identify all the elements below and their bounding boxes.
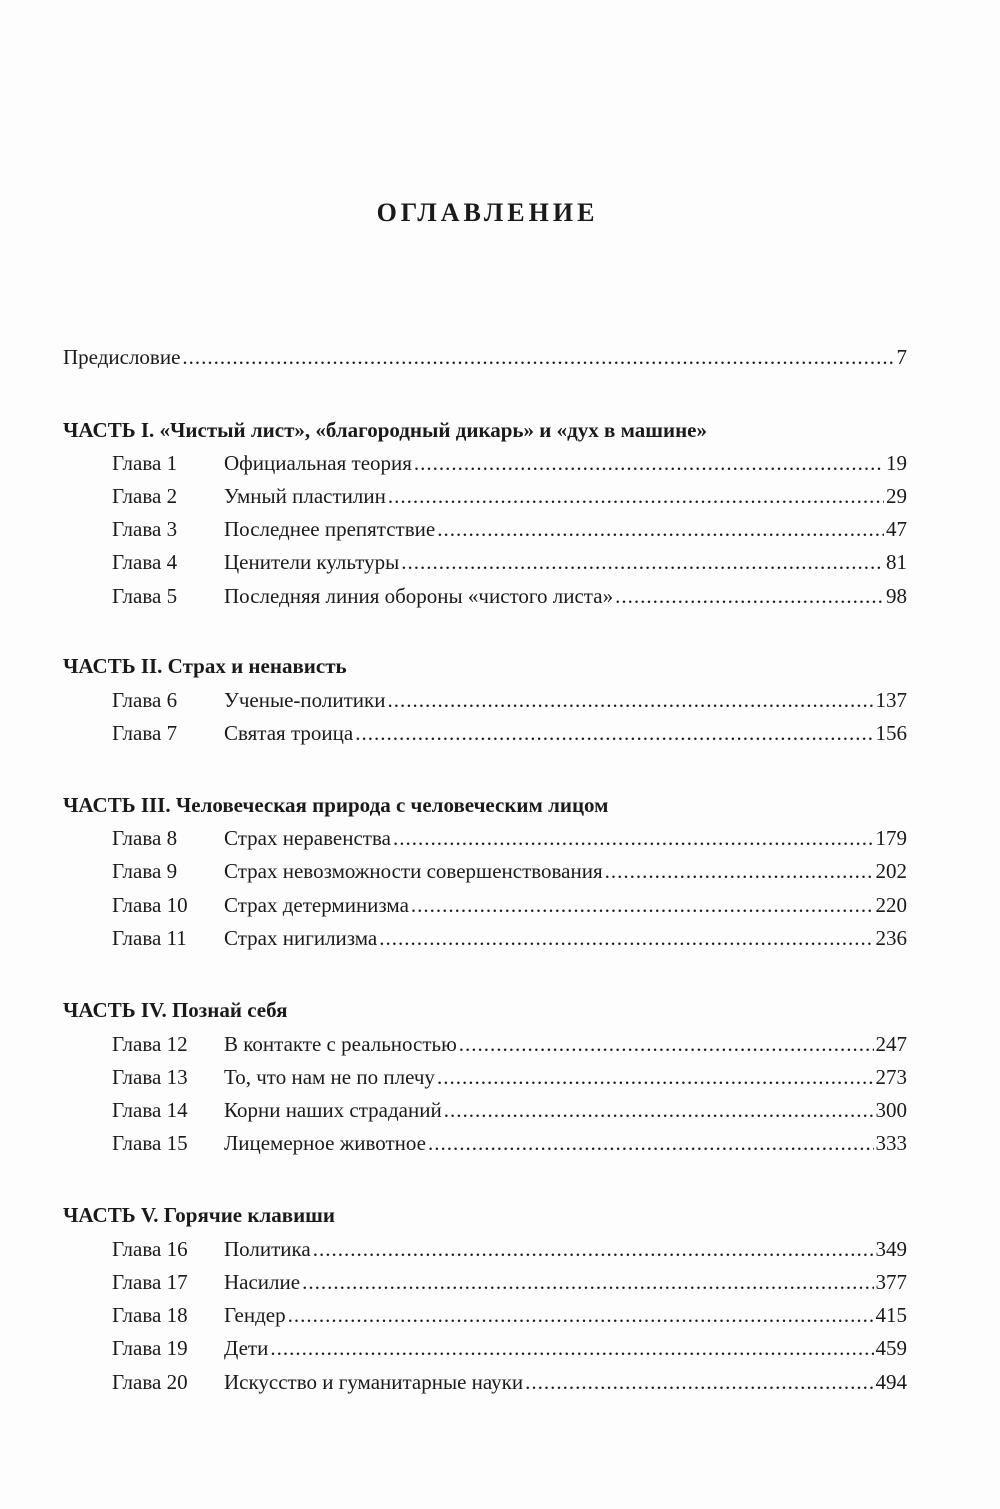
- page-number: 98: [886, 584, 907, 608]
- chapter-label: Глава 6: [112, 688, 178, 712]
- entry-title: Последняя линия обороны «чистого листа»: [224, 584, 614, 608]
- chapter-label: Глава 3: [112, 517, 178, 541]
- chapter-label: Глава 13: [112, 1065, 188, 1089]
- dot-leader: [525, 1367, 873, 1397]
- page-number: 273: [875, 1065, 907, 1089]
- toc-entry-chapter-5[interactable]: [112, 581, 907, 611]
- dot-leader: [437, 1062, 874, 1092]
- entry-title: Корни наших страданий: [224, 1098, 442, 1122]
- chapter-label: Глава 18: [112, 1303, 188, 1327]
- toc-entry-preface[interactable]: [63, 342, 907, 372]
- toc-entry-chapter-12[interactable]: [112, 1029, 907, 1059]
- page-number: 333: [875, 1131, 907, 1155]
- dot-leader: [615, 581, 884, 611]
- toc-entry-chapter-2[interactable]: [112, 481, 907, 511]
- entry-title: Предисловие: [63, 345, 181, 369]
- toc-entry-chapter-14[interactable]: [112, 1095, 907, 1125]
- chapter-label: Глава 2: [112, 484, 178, 508]
- page-number: 415: [875, 1303, 907, 1327]
- page-number: 156: [875, 721, 907, 745]
- entry-title: Последнее препятствие: [224, 517, 436, 541]
- chapter-label: Глава 4: [112, 550, 178, 574]
- chapter-label: Глава 16: [112, 1237, 188, 1261]
- entry-title: Политика: [224, 1237, 311, 1261]
- entry-title: Официальная теория: [224, 451, 412, 475]
- entry-title: Ценители культуры: [224, 550, 400, 574]
- entry-title: Дети: [224, 1336, 269, 1360]
- chapter-label: Глава 10: [112, 893, 188, 917]
- page-title: ОГЛАВЛЕНИЕ: [376, 198, 599, 227]
- page-number: 47: [886, 517, 907, 541]
- toc-entry-chapter-10[interactable]: [112, 890, 907, 920]
- dot-leader: [411, 890, 874, 920]
- dot-leader: [437, 514, 884, 544]
- chapter-label: Глава 9: [112, 859, 178, 883]
- entry-title: Насилие: [224, 1270, 301, 1294]
- entry-title: Страх детерминизма: [224, 893, 409, 917]
- page-number: 137: [875, 688, 907, 712]
- chapter-label: Глава 7: [112, 721, 178, 745]
- entry-title: Страх нигилизма: [224, 926, 378, 950]
- toc-entry-chapter-13[interactable]: [112, 1062, 907, 1092]
- toc-entry-chapter-16[interactable]: [112, 1234, 907, 1264]
- dot-leader: [355, 718, 873, 748]
- page-number: 300: [875, 1098, 907, 1122]
- page-number: 377: [875, 1270, 907, 1294]
- entry-title: Гендер: [224, 1303, 286, 1327]
- toc-entry-chapter-11[interactable]: [112, 923, 907, 953]
- chapter-label: Глава 1: [112, 451, 178, 475]
- toc-entry-chapter-9[interactable]: [112, 856, 907, 886]
- dot-leader: [428, 1128, 874, 1158]
- part-heading-5: ЧАСТЬ V. Горячие клавиши: [63, 1203, 336, 1227]
- page-number: 7: [896, 345, 907, 369]
- toc-entry-chapter-19[interactable]: [112, 1333, 907, 1363]
- chapter-label: Глава 12: [112, 1032, 188, 1056]
- page-number: 202: [875, 859, 907, 883]
- entry-title: Святая троица: [224, 721, 354, 745]
- dot-leader: [379, 923, 873, 953]
- dot-leader: [313, 1234, 874, 1264]
- chapter-label: Глава 11: [112, 926, 187, 950]
- entry-title: Страх неравенства: [224, 826, 391, 850]
- chapter-label: Глава 20: [112, 1370, 188, 1394]
- dot-leader: [288, 1300, 874, 1330]
- dot-leader: [459, 1029, 874, 1059]
- toc-entry-chapter-15[interactable]: [112, 1128, 907, 1158]
- dot-leader: [414, 448, 884, 478]
- entry-title: В контакте с реальностью: [224, 1032, 457, 1056]
- dot-leader: [393, 823, 874, 853]
- page-number: 459: [875, 1336, 907, 1360]
- toc-entry-chapter-17[interactable]: [112, 1267, 907, 1297]
- part-heading-2: ЧАСТЬ II. Страх и ненависть: [63, 654, 347, 678]
- page-number: 19: [886, 451, 907, 475]
- page-number: 247: [875, 1032, 907, 1056]
- chapter-label: Глава 17: [112, 1270, 188, 1294]
- dot-leader: [605, 856, 874, 886]
- page-number: 81: [886, 550, 907, 574]
- dot-leader: [182, 342, 894, 372]
- chapter-label: Глава 5: [112, 584, 178, 608]
- toc-entry-chapter-18[interactable]: [112, 1300, 907, 1330]
- chapter-label: Глава 8: [112, 826, 178, 850]
- dot-leader: [444, 1095, 874, 1125]
- page-number: 220: [875, 893, 907, 917]
- toc-entry-chapter-6[interactable]: [112, 685, 907, 715]
- part-heading-1: ЧАСТЬ I. «Чистый лист», «благородный дикарь» и «дух в машине»: [63, 418, 707, 442]
- chapter-label: Глава 19: [112, 1336, 188, 1360]
- chapter-label: Глава 14: [112, 1098, 188, 1122]
- dot-leader: [401, 547, 884, 577]
- part-heading-4: ЧАСТЬ IV. Познай себя: [63, 998, 288, 1022]
- dot-leader: [302, 1267, 873, 1297]
- dot-leader: [270, 1333, 873, 1363]
- toc-entry-chapter-20[interactable]: [112, 1367, 907, 1397]
- toc-entry-chapter-4[interactable]: [112, 547, 907, 577]
- page-number: 236: [875, 926, 907, 950]
- part-heading-3: ЧАСТЬ III. Человеческая природа с человеческим лицом: [63, 793, 609, 817]
- page-number: 29: [886, 484, 907, 508]
- entry-title: То, что нам не по плечу: [224, 1065, 435, 1089]
- chapter-label: Глава 15: [112, 1131, 188, 1155]
- page-number: 349: [875, 1237, 907, 1261]
- page-number: 494: [875, 1370, 907, 1394]
- toc-entry-chapter-7[interactable]: [112, 718, 907, 748]
- toc-entry-chapter-8[interactable]: [112, 823, 907, 853]
- dot-leader: [388, 481, 884, 511]
- entry-title: Умный пластилин: [224, 484, 386, 508]
- toc-entry-chapter-3[interactable]: [112, 514, 907, 544]
- entry-title: Лицемерное животное: [224, 1131, 426, 1155]
- entry-title: Искусство и гуманитарные науки: [224, 1370, 524, 1394]
- entry-title: Ученые-политики: [224, 688, 386, 712]
- toc-entry-chapter-1[interactable]: [112, 448, 907, 478]
- page-number: 179: [875, 826, 907, 850]
- dot-leader: [387, 685, 873, 715]
- entry-title: Страх невозможности совершенствования: [224, 859, 603, 883]
